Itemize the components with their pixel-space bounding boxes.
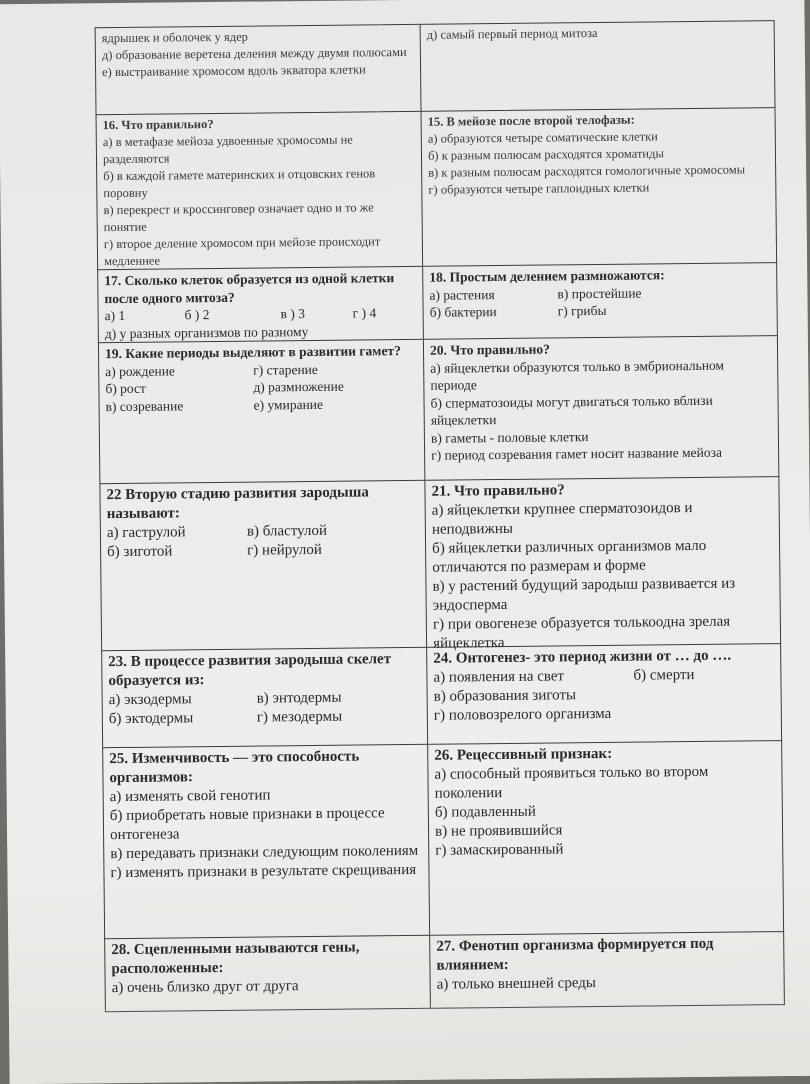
question-17 xyxy=(98,267,424,342)
option-text: в) энтодермы xyxy=(256,689,342,707)
question-title: 19. Какие периоды выделяют в развитии гамет? xyxy=(104,343,401,362)
option-text: б) яйцеклетки различных организмов мало отличаются по размерам и форме xyxy=(432,537,707,576)
question-title: 28. Сцепленными называются гены, расположенные: xyxy=(111,939,360,978)
option-text: в) к разным полюсам расходятся гомологичные хромосомы xyxy=(428,162,746,180)
page-bottom-shadow xyxy=(9,996,810,1084)
option-text: д) самый первый период митоза xyxy=(426,25,598,42)
question-20 xyxy=(424,336,778,480)
option-text: г) замаскированный xyxy=(435,841,564,859)
option-text: а) только внешней среды xyxy=(436,975,597,993)
option-text: а) появления на свет xyxy=(433,668,565,686)
option-text: а) образуются четыре соматические клетки xyxy=(427,129,658,146)
option-text: б) бактерии xyxy=(429,304,497,320)
option-text: а) способный проявиться только во втором поколении xyxy=(434,763,709,802)
option-text: д) размножение xyxy=(253,378,344,395)
option-text: г) нейрулой xyxy=(247,541,322,559)
option-text: б) подавленный xyxy=(434,803,536,821)
option-row xyxy=(433,665,774,688)
option-text: г) изменять признаки в результате скрещивания xyxy=(110,861,417,882)
option-text: г) грибы xyxy=(557,302,607,319)
option-text: а) рождение xyxy=(105,362,175,379)
table-row xyxy=(98,336,779,484)
option-text: а) в метафазе мейоза удвоенные хромосомы не разделяются xyxy=(102,132,353,167)
option-text: в) образования зиготы xyxy=(433,687,577,705)
cell-prev-question-tail xyxy=(96,25,422,114)
option-text: б) эктодермы xyxy=(108,710,194,728)
option-text: г) половозрелого организма xyxy=(433,705,612,724)
option-text: в) у растений будущий зародыш развивается из эндосперма xyxy=(432,575,736,614)
option-text: а) изменять свой генотип xyxy=(109,787,271,806)
option-text: г) мезодермы xyxy=(256,708,343,726)
option-text: г ) 4 xyxy=(352,305,377,321)
option-text: б) в каждой гамете материнских и отцовских генов поровну xyxy=(103,166,376,201)
option-text: г) второе деление хромосом при мейозе происходит медленнее xyxy=(103,234,381,269)
cell-prev-question-tail-right xyxy=(421,21,775,111)
option-row xyxy=(109,707,421,729)
question-title: 22 Вторую стадию развития зародыша называют: xyxy=(106,484,369,523)
option-text: а) экзодермы xyxy=(108,691,192,709)
table-row xyxy=(102,741,784,939)
option-text: б) зиготой xyxy=(107,543,173,561)
question-title: 25. Изменчивость — это способность организмов: xyxy=(109,748,360,787)
option-row xyxy=(430,300,771,321)
option-text: а) 1 xyxy=(104,307,126,324)
option-text: в) не проявившийся xyxy=(435,822,563,840)
question-19 xyxy=(99,340,425,483)
question-21 xyxy=(425,477,780,652)
table-row xyxy=(97,263,778,343)
question-23 xyxy=(102,648,428,747)
option-text: г) образуются четыре гаплоидных клетки xyxy=(428,180,650,197)
question-title: 27. Фенотип организма формируется под влиянием: xyxy=(436,935,714,974)
option-text: е) умирание xyxy=(253,396,324,413)
option-text: в) созревание xyxy=(105,397,184,414)
option-text: а) растения xyxy=(429,286,495,303)
option-row xyxy=(105,394,417,415)
question-25 xyxy=(103,745,430,938)
option-text: в) гаметы - половые клетки xyxy=(430,428,589,446)
option-text: а) гаструлой xyxy=(106,524,186,542)
option-text: д) у разных организмов по разному xyxy=(104,323,309,341)
option-text: г) период созревания гамет носит название мейоза xyxy=(431,444,723,463)
question-title: 26. Рецессивный признак: xyxy=(434,745,613,764)
option-text: в) перекрест и кроссинговер означает одно и то же понятие xyxy=(103,200,374,235)
table-row xyxy=(99,477,781,651)
question-title: 24. Онтогенез- это период жизни от … до …. xyxy=(433,647,732,667)
option-text: в) передавать признаки следующим поколениям xyxy=(110,842,419,863)
question-title: 17. Сколько клеток образуется из одной клетки после одного митоза? xyxy=(104,270,395,306)
question-table xyxy=(95,20,785,1012)
question-title: 23. В процессе развития зародыша скелет образуется из: xyxy=(108,651,392,690)
option-text: б) сперматозоиды могут двигаться только вблизи яйцеклетки xyxy=(430,392,713,428)
question-title: 20. Что правильно? xyxy=(429,341,550,358)
question-title: 21. Что правильно? xyxy=(431,482,565,500)
question-15 xyxy=(422,108,777,266)
option-text: б) к разным полюсам расходятся хроматиды xyxy=(427,146,664,163)
option-row xyxy=(105,304,417,325)
option-text: б) рост xyxy=(105,380,146,397)
question-22 xyxy=(100,481,427,650)
option-text: а) яйцеклетки образуются только в эмбриональном периоде xyxy=(430,357,725,393)
option-text: г) старение xyxy=(253,361,318,378)
question-title: 16. Что правильно? xyxy=(102,117,214,133)
option-text: б ) 2 xyxy=(184,307,210,323)
table-row xyxy=(95,20,776,115)
option-text: б) смерти xyxy=(633,666,695,684)
question-16 xyxy=(97,112,424,269)
option-text: е) выстраивание хромосом вдоль экватора клетки xyxy=(102,62,366,80)
option-text: в) простейшие xyxy=(557,285,642,301)
option-text: а) очень близко друг от друга xyxy=(111,978,299,997)
option-text: ядрышек и оболочек у ядер xyxy=(101,29,248,46)
table-row xyxy=(101,644,782,748)
option-text: а) яйцеклетки крупнее сперматозоидов и неподвижны xyxy=(431,500,693,538)
option-text: в ) 3 xyxy=(280,306,306,322)
question-26 xyxy=(428,741,783,935)
option-text: д) образование веретена деления между двумя полюсами xyxy=(101,44,407,63)
question-24 xyxy=(427,644,781,744)
option-row xyxy=(107,540,419,562)
question-title: 18. Простым делением размножаются: xyxy=(429,267,665,285)
table-row xyxy=(96,108,778,270)
question-18 xyxy=(423,263,777,339)
option-text: г) при овогенезе образуется толькоодна зрелая яйцеклетка xyxy=(432,613,731,652)
option-text: б) приобретать новые признаки в процессе онтогенеза xyxy=(109,805,385,844)
question-title: 15. В мейозе после второй телофазы: xyxy=(427,112,635,129)
option-text: в) бластулой xyxy=(246,522,328,540)
